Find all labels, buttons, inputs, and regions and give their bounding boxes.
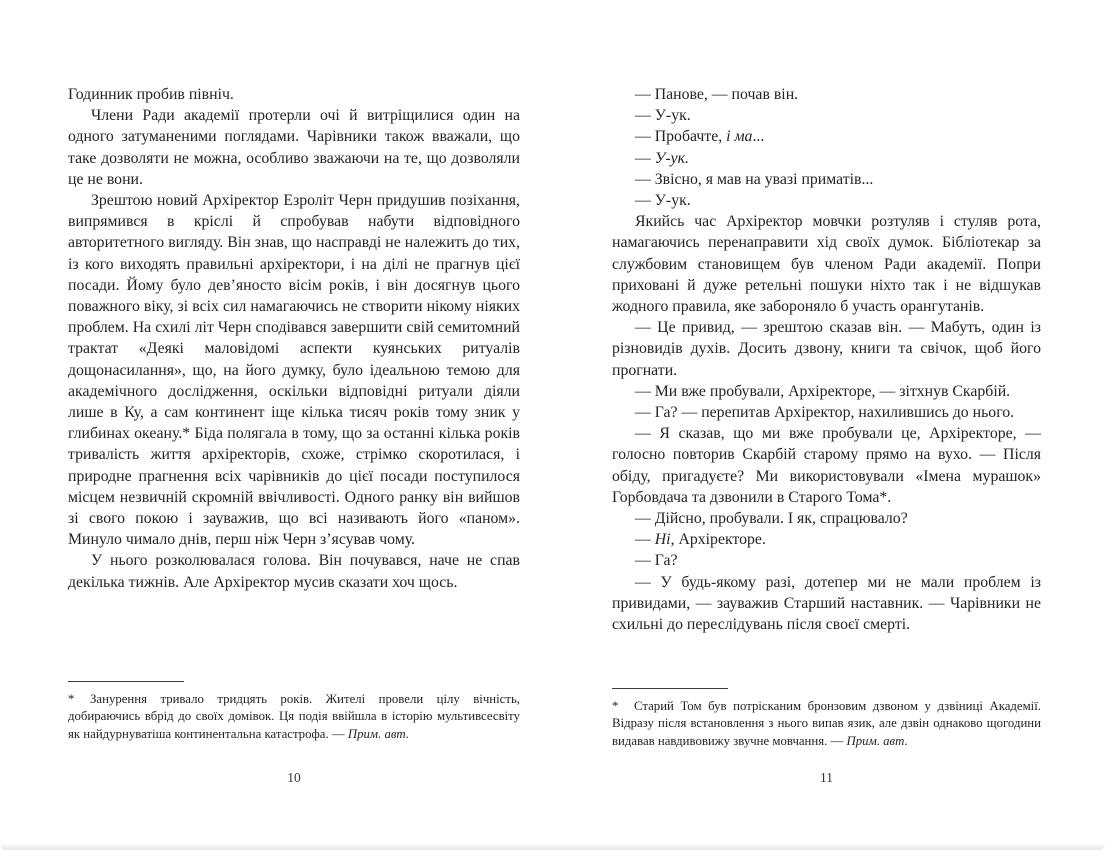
text-segment: ... — [752, 128, 765, 146]
paragraph — [612, 381, 1041, 402]
text-segment: Якийсь час Архіректор мовчки розтуляв і стуляв рота, намагаючись перенаправити хід своїх думок. Бібліотекар за службовим становищем був членом Ради академії. Попри приховані й дуже ретельні пошуки ніхто так і не відшукав жодного правила, яке забороняло б участь орангутанів. — [612, 213, 1041, 316]
text-segment: Занурення тривало тридцять років. Жителі провели цілу вічність, добираючись вбрід до своїх домівок. Ця подія ввійшла в історію мультивсесвіту як найдурнуватіша континентальна катастрофа. — — [68, 692, 520, 741]
text-segment: — У будь-якому разі, дотепер ми не мали проблем із привидами, — зауважив Старший наставник. — Чарівники не схильні до переслідувань після своєї смерті. — [612, 573, 1041, 634]
footnote-text — [68, 691, 520, 743]
paragraph — [612, 148, 1041, 169]
page-left — [68, 84, 520, 593]
text-segment: , Архіректоре. — [670, 531, 766, 549]
paragraph — [68, 550, 520, 592]
footnote-marker: * — [612, 699, 619, 713]
text-segment: — Ми вже пробували, Архіректоре, — зітхнув Скарбій. — [635, 382, 1011, 400]
paragraph — [612, 529, 1041, 550]
footnote-marker: * — [68, 692, 75, 706]
page-left-footnote — [68, 681, 520, 743]
text-segment: Годинник пробив північ. — [68, 86, 234, 103]
text-segment: У нього розколювалася голова. Він почувався, наче не спав декілька тижнів. Але Архіректор мусив сказати хоч щось. — [68, 552, 520, 591]
paragraph — [612, 572, 1041, 636]
page-number-left: 10 — [287, 770, 301, 785]
text-segment: — Це привид, — зрештою сказав він. — Мабуть, один із різновидів духів. Досить дзвону, книги та свічок, щоб його прогнати. — [612, 319, 1041, 379]
text-segment: У-ук. — [654, 149, 689, 167]
paragraph — [612, 402, 1041, 423]
text-segment: Ні — [654, 531, 671, 549]
page-right-body-text — [612, 84, 1041, 635]
page-number-right: 11 — [820, 770, 833, 785]
paragraph — [612, 190, 1041, 211]
text-segment: — У-ук. — [635, 107, 691, 125]
page-left-body-text — [68, 84, 520, 593]
paragraph — [612, 126, 1041, 147]
page-bottom-shadow — [0, 843, 1105, 850]
text-segment: Прим. авт. — [347, 726, 410, 741]
footnote-separator-rule — [612, 688, 728, 689]
footnote-text — [612, 698, 1041, 750]
paragraph — [68, 84, 520, 105]
paragraph — [68, 190, 520, 550]
paragraph — [68, 105, 520, 190]
text-segment: Члени Ради академії протерли очі й витріщилися один на одного затуманеними поглядами. Чарівники також вважали, що таке дозволяти не можна, особливо зважаючи на те, що дозволяли це не вони. — [68, 107, 520, 188]
text-segment: Старий Том був потрісканим бронзовим дзвоном у дзвіниці Академії. Відразу після встановлення з нього випав язик, але дзвін однаково щогодини видавав навдивовижу звучне мовчання. — — [612, 699, 1041, 748]
paragraph — [612, 317, 1041, 381]
text-segment: — — [635, 149, 655, 167]
text-segment: і ма — [726, 128, 753, 146]
text-segment: — Га? — перепитав Архіректор, нахилившись до нього. — [635, 404, 1015, 422]
text-segment: — Пробачте, — [635, 128, 727, 146]
paragraph — [68, 691, 520, 743]
text-segment: Зрештою новий Архіректор Езроліт Черн придушив позіхання, випрямився в кріслі й спробував набути відповідного авторитетного вигляду. Він знав, що насправді не належить до тих, із кого виходять правильні архіректори, і на ділі не прагнув цієї посади. Йому було дев’яносто вісім років, і він досягнув цього поважного віку, зі всіх сил намагаючись не створити нікому ніяких проблем. На схилі літ Черн сподівався завершити свій семитомний трактат «Деякі маловідомі аспекти куянських ритуалів дощонасилання», що, на його думку, було ідеальною темою для академічного дослідження, оскільки відповідні ритуали діяли лише в Ку, а сам континент іще кілька тисяч років тому зник у глибинах океану.* Біда полягала в тому, що за останні кілька років тривалість життя архіректорів, схоже, стрімко скоротилася, і природне прагнення всіх чарівників до цієї посади поступилося місцем незвичній скромній ввічливості. Одного ранку він вийшов зі свого покою і зауважив, що всі називають його «паном». Минуло чимало днів, перш ніж Черн з’ясував чому. — [68, 192, 520, 549]
paragraph — [612, 423, 1041, 508]
text-segment: — Панове, — почав він. — [635, 86, 799, 103]
text-segment: — — [635, 531, 655, 549]
page-right — [612, 84, 1041, 635]
text-segment: — Звісно, я мав на увазі приматів... — [635, 170, 874, 188]
text-segment: — Дійсно, пробували. І як, спрацювало? — [635, 510, 908, 528]
paragraph — [612, 105, 1041, 126]
page-right-footnote — [612, 688, 1041, 750]
paragraph — [612, 550, 1041, 571]
paragraph — [612, 211, 1041, 317]
text-segment: — У-ук. — [635, 192, 691, 210]
text-segment: — Га? — [635, 552, 678, 570]
paragraph — [612, 169, 1041, 190]
paragraph — [612, 508, 1041, 529]
text-segment: Прим. авт. — [846, 733, 908, 748]
paragraph — [612, 84, 1041, 105]
text-segment: — Я сказав, що ми вже пробували це, Архіректоре, — голосно повторив Скарбій старому прямо на вухо. — Після обіду, пригадуєте? Ми використовували «Імена мурашок» Горбовдача та дзвонили в Старого Тома*. — [612, 425, 1041, 506]
footnote-separator-rule — [68, 681, 184, 682]
paragraph — [612, 698, 1041, 750]
